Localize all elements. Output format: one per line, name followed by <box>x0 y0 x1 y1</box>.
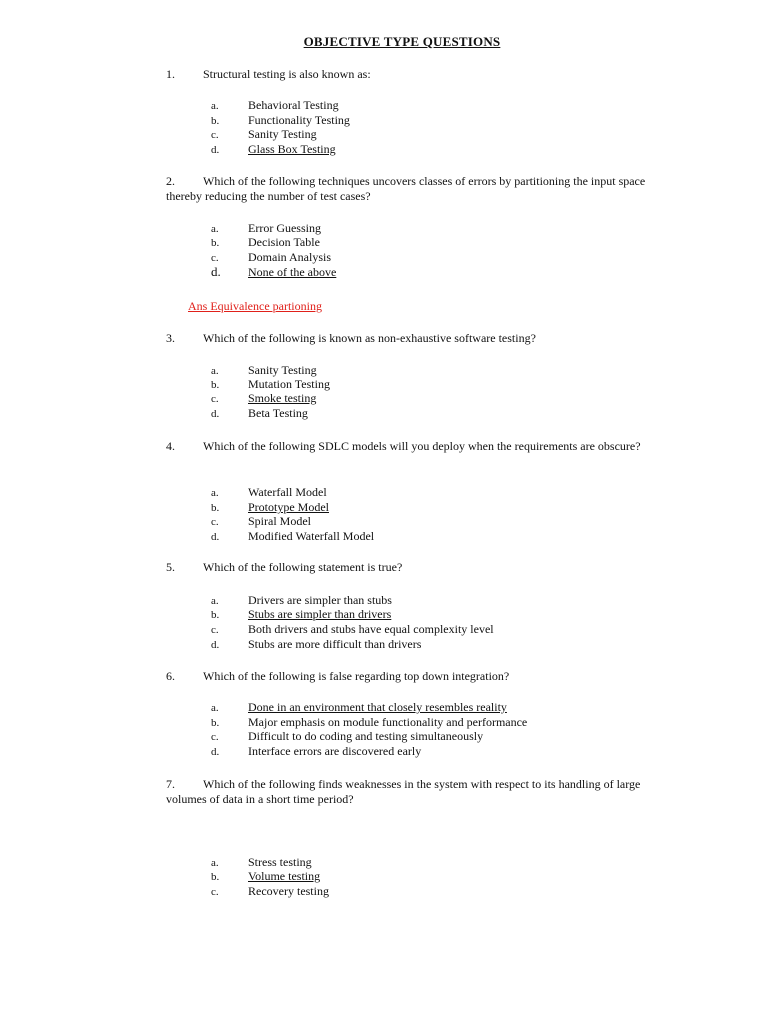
question-1-text: Structural testing is also known as: <box>203 67 371 81</box>
question-3-option-b: b. Mutation Testing <box>211 377 330 391</box>
question-1-option-b: b. Functionality Testing <box>211 113 350 127</box>
question-6-text: Which of the following is false regarding top down integration? <box>203 669 510 683</box>
question-7-number: 7. <box>166 777 175 791</box>
question-4-option-a: a. Waterfall Model <box>211 485 327 499</box>
question-6-option-b: b. Major emphasis on module functionality and performance <box>211 715 528 729</box>
page-title: OBJECTIVE TYPE QUESTIONS <box>303 34 501 49</box>
question-7-option-c: c. Recovery testing <box>211 884 329 898</box>
answer-note: Ans Equivalence partioning <box>188 299 322 313</box>
question-6-number: 6. <box>166 669 175 683</box>
question-5-option-c: c. Both drivers and stubs have equal complexity level <box>211 622 494 636</box>
question-7-option-b: b. Volume testing <box>211 869 321 883</box>
question-2-option-c: c. Domain Analysis <box>211 250 331 264</box>
question-6-option-c: c. Difficult to do coding and testing simultaneously <box>211 729 484 743</box>
question-7-text: Which of the following finds weaknesses in the system with respect to its handling of large volumes of data in a short time period? <box>166 777 641 806</box>
question-3-number: 3. <box>166 331 175 345</box>
question-2-option-d: d. None of the above <box>211 264 337 279</box>
question-3-option-d: d. Beta Testing <box>211 406 308 420</box>
question-2-option-b: b. Decision Table <box>211 235 320 249</box>
question-4-text: Which of the following SDLC models will you deploy when the requirements are obscure? <box>203 439 641 453</box>
question-3-option-c: c. Smoke testing <box>211 391 317 405</box>
question-2-text: Which of the following techniques uncovers classes of errors by partitioning the input space thereby reducing the number of test cases? <box>166 174 646 203</box>
question-6-option-a: a. Done in an environment that closely resembles reality <box>211 700 507 714</box>
question-1-option-d: d. Glass Box Testing <box>211 142 336 156</box>
question-5-text: Which of the following statement is true? <box>203 560 403 574</box>
question-2-number: 2. <box>166 174 175 188</box>
question-3-option-a: a. Sanity Testing <box>211 363 317 377</box>
question-4-option-b: b. Prototype Model <box>211 500 329 514</box>
question-1-option-c: c. Sanity Testing <box>211 127 317 141</box>
question-4-option-d: d. Modified Waterfall Model <box>211 529 375 543</box>
question-6-option-d: d. Interface errors are discovered early <box>211 744 422 758</box>
question-4-option-c: c. Spiral Model <box>211 514 311 528</box>
question-2-option-a: a. Error Guessing <box>211 221 321 235</box>
question-3-text: Which of the following is known as non-exhaustive software testing? <box>203 331 536 345</box>
question-5-option-d: d. Stubs are more difficult than drivers <box>211 637 422 651</box>
question-5-option-a: a. Drivers are simpler than stubs <box>211 593 392 607</box>
question-1-option-a: a. Behavioral Testing <box>211 98 339 112</box>
question-5-option-b: b. Stubs are simpler than drivers <box>211 607 392 621</box>
question-5-number: 5. <box>166 560 175 574</box>
question-1-number: 1. <box>166 67 175 81</box>
question-7-option-a: a. Stress testing <box>211 855 312 869</box>
question-4-number: 4. <box>166 439 175 453</box>
